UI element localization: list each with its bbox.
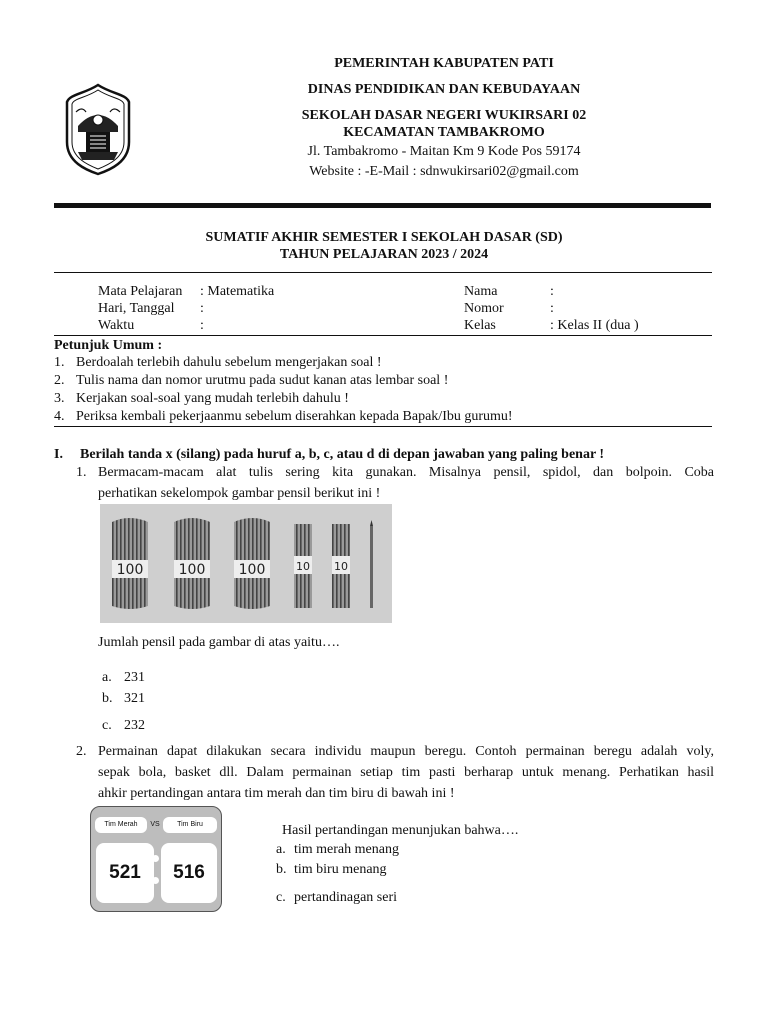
- score-red: 521: [96, 843, 154, 903]
- bundle-100-3: [234, 518, 270, 609]
- q1-option-c: c. 232: [102, 718, 145, 733]
- scoreboard: [90, 806, 222, 912]
- bundle-10-1: [294, 524, 312, 608]
- bundle-label-1: 100: [116, 562, 144, 578]
- letterhead-divider: [54, 203, 711, 208]
- header-address: Jl. Tambakromo - Maitan Km 9 Kode Pos 59174: [307, 144, 581, 159]
- q1-prompt: Jumlah pensil pada gambar di atas yaitu….: [98, 635, 340, 650]
- header-website: Website : -E-Mail : sdnwukirsari02@gmail.com: [309, 164, 579, 179]
- exam-title: SUMATIF AKHIR SEMESTER I SEKOLAH DASAR (SD): [205, 230, 563, 245]
- instruction-item: 3. Kerjakan soal-soal yang mudah terlebih dahulu !: [54, 391, 349, 406]
- q1-text-line1: Bermacam-macam alat tulis sering kita gunakan. Misalnya pensil, spidol, dan bolpoin. Coba: [98, 465, 714, 480]
- q2-text-line2: sepak bola, basket dll. Dalam permainan setiap tim pasti berharap untuk menang. Perhatikan hasil: [98, 765, 714, 780]
- q1-option-b: b. 321: [102, 691, 145, 706]
- instructions-list: [54, 354, 513, 426]
- value-name: :: [550, 284, 554, 299]
- q2-number: 2.: [76, 744, 87, 759]
- instruction-item: 2. Tulis nama dan nomor urutmu pada sudut kanan atas lembar soal !: [54, 373, 449, 388]
- colon-dot-bottom: [152, 877, 159, 884]
- school-logo: [64, 82, 132, 176]
- bundle-100-1: [112, 518, 148, 609]
- section-number: I.: [54, 447, 63, 462]
- label-number: Nomor: [464, 301, 504, 316]
- label-subject: Mata Pelajaran: [98, 284, 183, 299]
- header-school: SEKOLAH DASAR NEGERI WUKIRSARI 02: [301, 108, 587, 123]
- section-heading: Berilah tanda x (silang) pada huruf a, b, c, atau d di depan jawaban yang paling benar !: [80, 447, 605, 462]
- info-left: [98, 283, 274, 334]
- instructions-heading: Petunjuk Umum :: [54, 338, 163, 353]
- bundle-label-5: 10: [334, 560, 348, 573]
- team-red-label: Tim Merah: [95, 817, 147, 833]
- label-date: Hari, Tanggal: [98, 301, 175, 316]
- instructions-divider: [54, 426, 712, 427]
- q2-option-c: c. pertandinagan seri: [276, 890, 398, 905]
- info-right: [464, 283, 639, 334]
- label-time: Waktu: [98, 318, 135, 333]
- header-district: KECAMATAN TAMBAKROMO: [343, 125, 545, 140]
- bundle-10-2: [332, 524, 350, 608]
- single-pencil: [370, 520, 373, 608]
- title-divider: [54, 272, 712, 273]
- bundle-label-4: 10: [296, 560, 310, 573]
- instruction-item: 4. Periksa kembali pekerjaanmu sebelum diserahkan kepada Bapak/Ibu gurumu!: [54, 409, 513, 424]
- q2-option-b: b. tim biru menang: [276, 862, 387, 877]
- q2-text-line3: ahkir pertandingan antara tim merah dan tim biru di bawah ini !: [98, 786, 455, 801]
- emblem-icon: [64, 82, 132, 176]
- q1-text-line2: perhatikan sekelompok gambar pensil berikut ini !: [98, 486, 381, 501]
- team-blue-label: Tim Biru: [163, 817, 217, 833]
- label-name: Nama: [464, 284, 498, 299]
- bundle-100-2: [174, 518, 210, 609]
- versus-label: VS: [150, 821, 160, 828]
- value-time: :: [200, 318, 204, 333]
- bundle-label-3: 100: [238, 562, 266, 578]
- score-blue: 516: [161, 843, 217, 903]
- header-government: PEMERINTAH KABUPATEN PATI: [334, 56, 554, 71]
- q2-text-line1: Permainan dapat dilakukan secara individu maupun beregu. Contoh permainan beregu adalah voly,: [98, 744, 714, 759]
- colon-dot-top: [152, 855, 159, 862]
- value-date: :: [200, 301, 204, 316]
- label-class: Kelas: [464, 318, 496, 333]
- value-subject: : Matematika: [200, 284, 275, 299]
- value-number: :: [550, 301, 554, 316]
- instruction-item: 1. Berdoalah terlebih dahulu sebelum mengerjakan soal !: [54, 355, 382, 370]
- q2-prompt: Hasil pertandingan menunjukan bahwa….: [282, 823, 519, 838]
- info-divider: [54, 335, 712, 336]
- q1-number: 1.: [76, 465, 87, 480]
- q1-option-a: a. 231: [102, 670, 145, 685]
- q2-option-a: a. tim merah menang: [276, 842, 399, 857]
- pencil-bundles-illustration: [100, 504, 392, 623]
- header-department: DINAS PENDIDIKAN DAN KEBUDAYAAN: [307, 82, 581, 97]
- bundle-label-2: 100: [178, 562, 206, 578]
- exam-year: TAHUN PELAJARAN 2023 / 2024: [279, 247, 489, 262]
- pencil-bundles-image: [100, 504, 392, 623]
- value-class: : Kelas II (dua ): [550, 318, 639, 333]
